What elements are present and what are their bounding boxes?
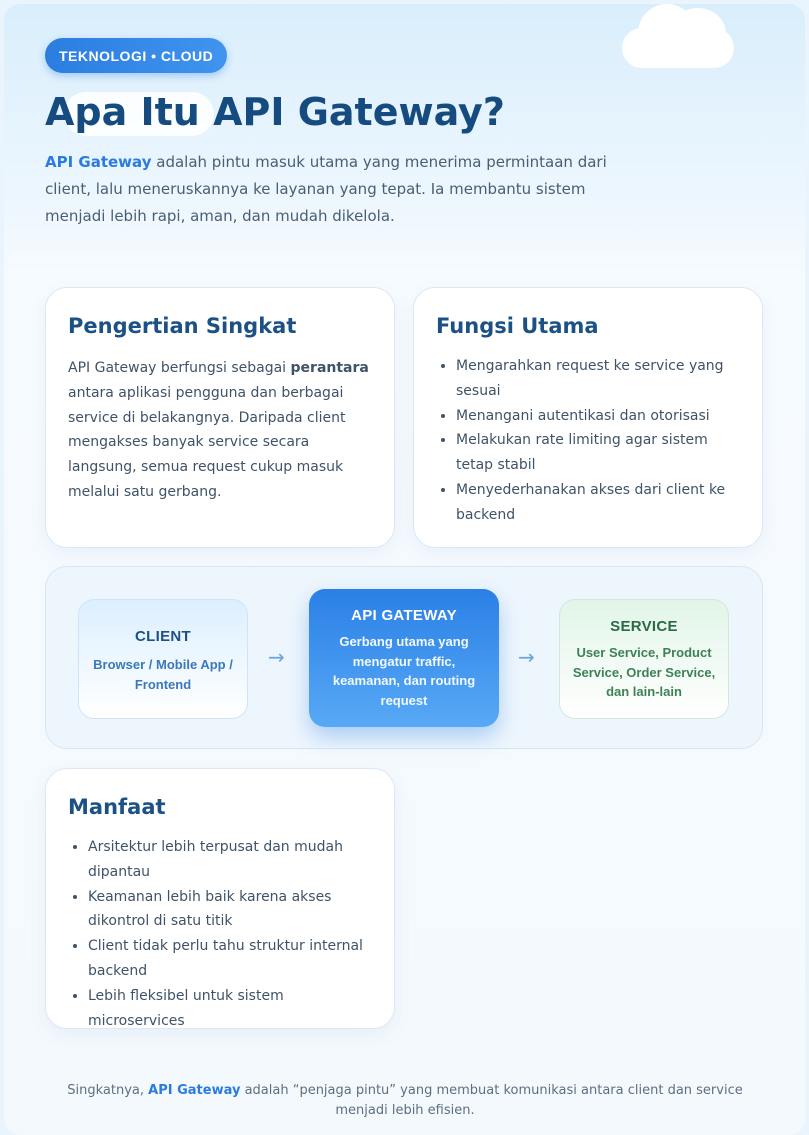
client-title: CLIENT	[135, 628, 191, 645]
service-desc: User Service, Product Service, Order Service, dan lain-lain	[572, 645, 716, 699]
footer-text: adalah “penjaga pintu” yang membuat komunikasi antara client dan service menjadi lebih efisien.	[240, 1083, 743, 1118]
intro-highlight: API Gateway	[45, 153, 152, 171]
page-title: Apa Itu API Gateway?	[45, 90, 505, 134]
list-item: • Menyederhanakan akses dari client ke backend	[456, 478, 744, 528]
functions-card	[413, 287, 763, 548]
gateway-desc: Gerbang utama yang mengatur traffic, keamanan, dan routing request	[332, 634, 476, 708]
definition-card	[45, 287, 395, 548]
benefits-card	[45, 768, 395, 1029]
client-desc: Browser / Mobile App / Frontend	[93, 657, 233, 692]
category-badge: TEKNOLOGI • CLOUD	[45, 38, 227, 73]
summary-footer	[40, 1081, 770, 1120]
intro-paragraph	[45, 149, 625, 230]
list-item: • Keamanan lebih baik karena akses dikontrol di satu titik	[88, 885, 376, 935]
service-title: SERVICE	[610, 618, 678, 635]
list-item: • Client tidak perlu tahu struktur internal backend	[88, 934, 376, 984]
definition-text-part: API Gateway berfungsi sebagai	[68, 360, 291, 376]
footer-highlight: API Gateway	[148, 1083, 241, 1098]
gateway-title: API GATEWAY	[351, 607, 457, 624]
list-item: • Mengarahkan request ke service yang sesuai	[456, 354, 744, 404]
client-node	[78, 599, 248, 719]
list-item: • Menangani autentikasi dan otorisasi	[456, 404, 744, 429]
benefits-list	[68, 835, 376, 1033]
arrow-right-icon: →	[268, 645, 285, 669]
list-item: • Melakukan rate limiting agar sistem tetap stabil	[456, 428, 744, 478]
definition-bold: perantara	[290, 360, 369, 376]
service-node	[559, 599, 729, 719]
functions-list	[436, 354, 744, 528]
functions-heading: Fungsi Utama	[436, 314, 599, 338]
definition-heading: Pengertian Singkat	[68, 314, 297, 338]
definition-text-part: antara aplikasi pengguna dan berbagai service di belakangnya. Daripada client mengakses banyak service secara langsung, semua request cukup masuk melalui satu gerbang.	[68, 384, 346, 500]
list-item: • Arsitektur lebih terpusat dan mudah dipantau	[88, 835, 376, 885]
definition-text	[68, 356, 374, 505]
benefits-heading: Manfaat	[68, 795, 166, 819]
cloud-decoration	[622, 28, 734, 68]
flow-diagram	[45, 566, 763, 749]
arrow-right-icon: →	[518, 645, 535, 669]
gateway-node	[309, 589, 499, 727]
infographic-page	[4, 4, 805, 1135]
intro-text: adalah pintu masuk utama yang menerima permintaan dari client, lalu meneruskannya ke layanan yang tepat. Ia membantu sistem menjadi lebih rapi, aman, dan mudah dikelola.	[45, 153, 607, 225]
list-item: • Lebih fleksibel untuk sistem microservices	[88, 984, 376, 1034]
footer-text: Singkatnya,	[67, 1083, 149, 1098]
